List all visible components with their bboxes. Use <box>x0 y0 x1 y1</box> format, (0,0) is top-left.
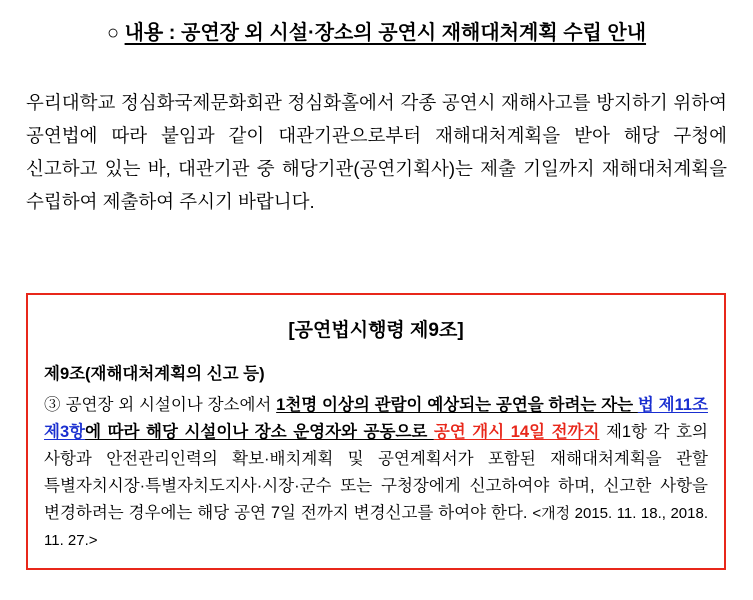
law-reference-box <box>26 293 726 570</box>
page-title <box>26 18 727 48</box>
law-text-segment-4: 공연 개시 14일 전까지 <box>433 423 600 441</box>
heading-text: 내용 : 공연장 외 시설·장소의 공연시 재해대처계획 수립 안내 <box>124 22 647 44</box>
law-text-segment-2: 법 제11조 제3항 <box>44 396 708 441</box>
document-page <box>0 18 753 600</box>
law-text-segment-3: 에 따라 해당 시설이나 장소 운영자와 공동으로 <box>85 423 434 441</box>
law-text-segments <box>44 396 708 522</box>
clause-number: ③ <box>44 396 61 414</box>
revision-note: <개정 2015. 11. 18., 2018. 11. 27.> <box>44 505 708 549</box>
law-text-segment-1: 1천명 이상의 관람이 예상되는 공연을 하려는 자는 <box>276 396 638 414</box>
heading-bullet-icon: ○ <box>106 22 120 44</box>
law-article-body <box>44 392 708 554</box>
law-box-title: [공연법시행령 제9조] <box>288 320 464 341</box>
law-article-subtitle: 제9조(재해대처계획의 신고 등) <box>44 365 265 383</box>
law-text-segment-0: 공연장 외 시설이나 장소에서 <box>65 396 277 414</box>
law-text-segment-5: 제1항 각 호의 사항과 안전관리인력의 확보·배치계획 및 공연계획서가 포함된 재해대처계획을 관할 특별자치시장·특별자치도지사·시장·군수 또는 구청장에게 신고하여야 하며, 신고한 사항을 변경하려는 경우에는 해당 공연 7일 전까지 변경신고를 하여야 한다. <box>44 423 708 522</box>
intro-paragraph: 우리대학교 정심화국제문화회관 정심화홀에서 각종 공연시 재해사고를 방지하기 위하여 공연법에 따라 붙임과 같이 대관기관으로부터 재해대처계획을 받아 해당 구청에 신고하고 있는 바, 대관기관 중 해당기관(공연기획사)는 제출 기일까지 재해대처계획을 수립하여 제출하여 주시기 바랍니다. <box>26 92 727 212</box>
